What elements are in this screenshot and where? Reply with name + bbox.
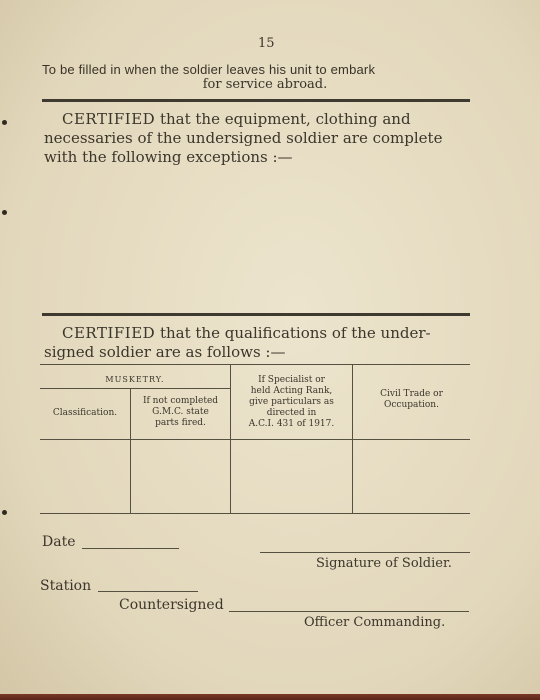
table-header-rule [40, 439, 470, 440]
specialist-header-line: If Specialist or [258, 375, 325, 385]
table-bottom-rule [40, 513, 470, 514]
equipment-cert-line-1 [62, 110, 411, 129]
classification-header: Classification. [52, 408, 118, 418]
specialist-header-line: directed in [266, 408, 317, 418]
certified-word: CERTIFIED [62, 110, 156, 128]
binding-hole [2, 210, 7, 215]
station-line [98, 591, 198, 592]
equipment-cert-line-2: necessaries of the undersigned soldier are complete [44, 129, 443, 147]
station-label: Station [40, 578, 92, 594]
table-column-divider [352, 364, 353, 513]
binding-hole [2, 510, 7, 515]
specialist-header-line: give particulars as [249, 397, 334, 407]
gmc-header-line: parts fired. [155, 418, 206, 428]
date-line [82, 548, 179, 549]
equipment-cert-text: that the equipment, clothing and [155, 110, 411, 128]
countersigned-line [229, 611, 469, 612]
gmc-header-line: If not completed [142, 396, 219, 406]
qualifications-cert-line-1 [62, 324, 431, 343]
civil-trade-header-line: Civil Trade or [380, 389, 443, 399]
qualifications-cert-line-2: signed soldier are as follows :— [44, 343, 286, 361]
section-divider [42, 313, 470, 316]
equipment-cert-line-3: with the following exceptions :— [44, 148, 293, 166]
binding-hole [2, 120, 7, 125]
countersigned-label: Countersigned [119, 597, 224, 613]
date-label: Date [42, 534, 76, 550]
section-divider [42, 99, 470, 102]
instruction-line-2: for service abroad. [202, 77, 328, 92]
instruction-line-1: To be filled in when the soldier leaves his unit to embark [42, 62, 376, 77]
musketry-rule [40, 388, 230, 389]
specialist-header-line: A.C.I. 431 of 1917. [248, 419, 335, 429]
certified-word: CERTIFIED [62, 324, 156, 342]
civil-trade-header-line: Occupation. [384, 400, 439, 410]
page-bottom-edge [0, 694, 540, 700]
gmc-header [131, 396, 230, 429]
specialist-header-line: held Acting Rank, [250, 386, 333, 396]
musketry-header: MUSKETRY. [105, 375, 165, 384]
officer-commanding-label: Officer Commanding. [304, 615, 446, 630]
civil-trade-header [353, 389, 470, 411]
specialist-header [231, 375, 352, 430]
gmc-header-line: G.M.C. state [152, 407, 209, 417]
soldier-signature-label: Signature of Soldier. [316, 556, 452, 571]
table-top-rule [40, 364, 470, 365]
qualifications-cert-text: that the qualifications of the under- [155, 324, 431, 342]
soldier-signature-line [260, 552, 470, 553]
page-number: 15 [258, 36, 275, 51]
